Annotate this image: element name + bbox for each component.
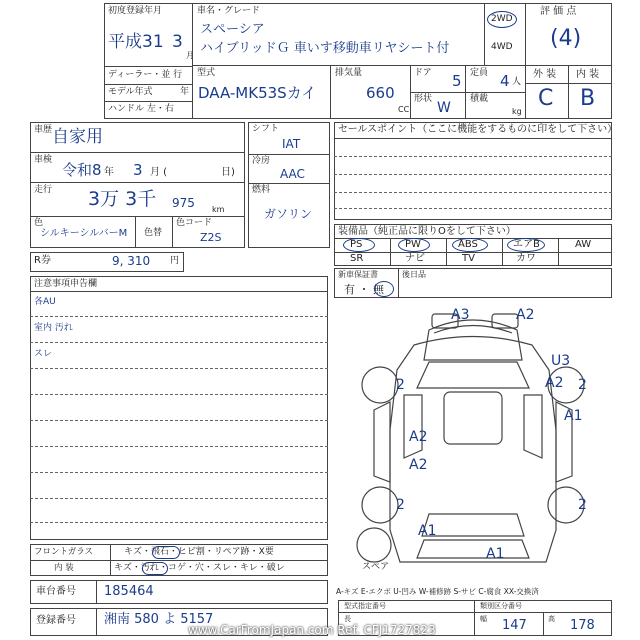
damage-mark-6: 2	[578, 377, 587, 393]
usage-value: 自家用	[52, 127, 103, 147]
new-plate-value: 有 ・ 無	[344, 283, 384, 296]
damage-mark-7: A1	[564, 408, 583, 424]
equip-pw: PW	[405, 239, 421, 250]
displacement-value: 660	[366, 84, 395, 102]
shift-value: IAT	[282, 137, 301, 151]
windshield-label: フロントガラス	[34, 547, 93, 557]
note-line-2: 室内 汚れ	[34, 323, 73, 333]
registration-label: 登録番号	[36, 615, 76, 626]
first-reg-era: 平成31	[108, 32, 164, 52]
inspection-label: 車検	[34, 155, 53, 165]
mileage-label: 走行	[34, 185, 53, 195]
rating-label: 評 価 点	[540, 6, 577, 17]
equip-pw-circle	[398, 238, 430, 252]
exterior-label: 外 装	[533, 69, 557, 80]
spare-label: スペア	[362, 562, 390, 572]
displacement-label: 排気量	[335, 68, 363, 78]
month-unit: 月	[186, 51, 194, 60]
color-code-label: 色コード	[176, 218, 213, 228]
dims-label-1: 型式指定番号	[344, 602, 386, 610]
kg-unit: kg	[512, 107, 522, 116]
shape-label: 形状	[414, 94, 433, 104]
drive-4wd: 4WD	[491, 42, 513, 52]
watermark: www.CarFromJapan.com Ref. CFJ1727823	[188, 623, 436, 637]
windshield-stone-mark	[152, 546, 180, 559]
drive-2wd: 2WD	[491, 14, 513, 24]
equip-label: 装備品（純正品に限りOをして下さい）	[338, 226, 516, 237]
usage-label: 車歴	[34, 125, 53, 135]
insp-year-unit: 年	[104, 167, 114, 178]
chassis-label: 車台番号	[36, 586, 76, 597]
fuel-label: 燃料	[252, 185, 271, 195]
note-line-3: スレ	[34, 349, 53, 359]
recycle-label: R券	[34, 255, 51, 266]
note-line-1: 各AU	[34, 297, 56, 307]
model-label: 型式	[197, 68, 216, 78]
sales-frame	[334, 122, 612, 220]
equip-leather: カワ	[516, 253, 536, 264]
fuel-value: ガソリン	[264, 207, 313, 221]
shape-value: W	[437, 100, 451, 116]
damage-mark-1: A3	[451, 307, 470, 323]
inspection-era: 令和8	[62, 161, 102, 179]
km-unit: km	[212, 205, 225, 214]
new-plate-label: 新車保証書	[338, 270, 378, 279]
inspection-month: 3	[133, 161, 143, 179]
dims-length-label: 長	[344, 615, 351, 623]
damage-mark-11: 2	[578, 497, 587, 513]
cc-unit: CC	[398, 105, 410, 114]
model-year-label: モデル年式	[108, 87, 153, 97]
recycle-frame	[30, 252, 184, 272]
color-code-value: Z2S	[200, 231, 222, 244]
exterior-grade: C	[538, 86, 554, 111]
recycle-value: 9, 310	[112, 254, 151, 268]
ac-value: AAC	[280, 167, 305, 181]
damage-mark-9: A2	[409, 457, 428, 473]
mileage-sub: 975	[172, 196, 195, 210]
door-label: ドア	[414, 68, 432, 78]
interior-grade: B	[580, 86, 596, 111]
interior-options: キズ・汚れ・コゲ・穴・スレ・キレ・破レ	[114, 563, 285, 573]
damage-mark-12: A1	[418, 523, 437, 539]
year-unit: 年	[180, 87, 190, 97]
damage-legend: A-キズ E-エクボ U-凹み W-補修跡 S-サビ C-腐食 XX-交換済	[336, 587, 539, 596]
doors-value: 5	[452, 72, 462, 90]
windshield-options: キズ・飛石・ヒビ割・リペア跡・X要	[124, 547, 274, 557]
damage-mark-13: A1	[486, 546, 505, 562]
model-code: DAA-MK53Sカイ	[198, 84, 317, 102]
no-warranty-circle	[374, 281, 394, 297]
equip-aw: AW	[575, 239, 592, 250]
car-grade: ハイブリッドＧ 車いす移動車リヤシート付	[200, 41, 450, 56]
later-label: 後日品	[402, 270, 426, 279]
color-value: シルキーシルバーM	[40, 228, 128, 239]
notes-label: 注意事項申告欄	[34, 279, 98, 289]
equip-ps: PS	[350, 239, 363, 250]
color-change-label: 色替	[144, 228, 163, 238]
handle-label: ハンドル 左・右	[108, 104, 174, 114]
first-reg-label: 初度登録年月	[108, 6, 163, 16]
damage-mark-3: U3	[551, 353, 571, 369]
equip-navi: ナビ	[405, 253, 425, 264]
registration-number: 湘南 580 よ 5157	[104, 612, 214, 627]
dims-height-label: 高	[548, 615, 555, 623]
width-value: 147	[502, 618, 527, 633]
equip-tv: TV	[462, 253, 475, 264]
rating-value: (4)	[550, 26, 582, 51]
recycle-unit: 円	[170, 256, 180, 266]
damage-mark-5: 2	[396, 377, 405, 393]
dealer-label: ディーラー・並 行	[108, 70, 183, 80]
equip-abs-circle	[452, 238, 488, 252]
car-diagram	[334, 300, 612, 590]
equip-sr: SR	[350, 253, 364, 264]
mileage-main: 3万 3千	[88, 188, 157, 210]
carname-label: 車名・グレード	[197, 6, 261, 16]
dims-label-2: 類別区分番号	[480, 602, 522, 610]
shift-label: シフト	[252, 124, 280, 134]
insp-day-unit: 日)	[221, 167, 235, 178]
first-reg-month: 3	[172, 32, 183, 52]
damage-mark-4: A2	[545, 375, 564, 391]
interior-dirt-mark	[142, 562, 168, 575]
equip-airbag: エアB	[513, 239, 540, 250]
equip-abs: ABS	[458, 239, 478, 250]
dims-width-label: 幅	[480, 615, 487, 623]
capacity-unit: 人	[512, 77, 522, 87]
height-value: 178	[570, 618, 595, 633]
color-label: 色	[34, 218, 44, 228]
damage-mark-10: 2	[396, 497, 405, 513]
capacity-value: 4	[500, 72, 510, 90]
insp-month-unit: 月 (	[150, 167, 168, 178]
ac-label: 冷房	[252, 156, 271, 166]
load-label: 積載	[470, 94, 489, 104]
damage-mark-8: A2	[409, 429, 428, 445]
damage-mark-2: A2	[516, 307, 535, 323]
interior-cond-label: 内 装	[54, 563, 74, 573]
equip-airbag-circle	[507, 238, 545, 252]
equip-ps-circle	[343, 238, 375, 252]
chassis-number: 185464	[104, 584, 154, 599]
interior-label: 内 装	[576, 69, 600, 80]
car-name: スペーシア	[200, 22, 265, 37]
sales-label: セールスポイント（ここに機能をするものに印をして下さい）	[338, 124, 618, 135]
capacity-label: 定員	[470, 68, 489, 78]
